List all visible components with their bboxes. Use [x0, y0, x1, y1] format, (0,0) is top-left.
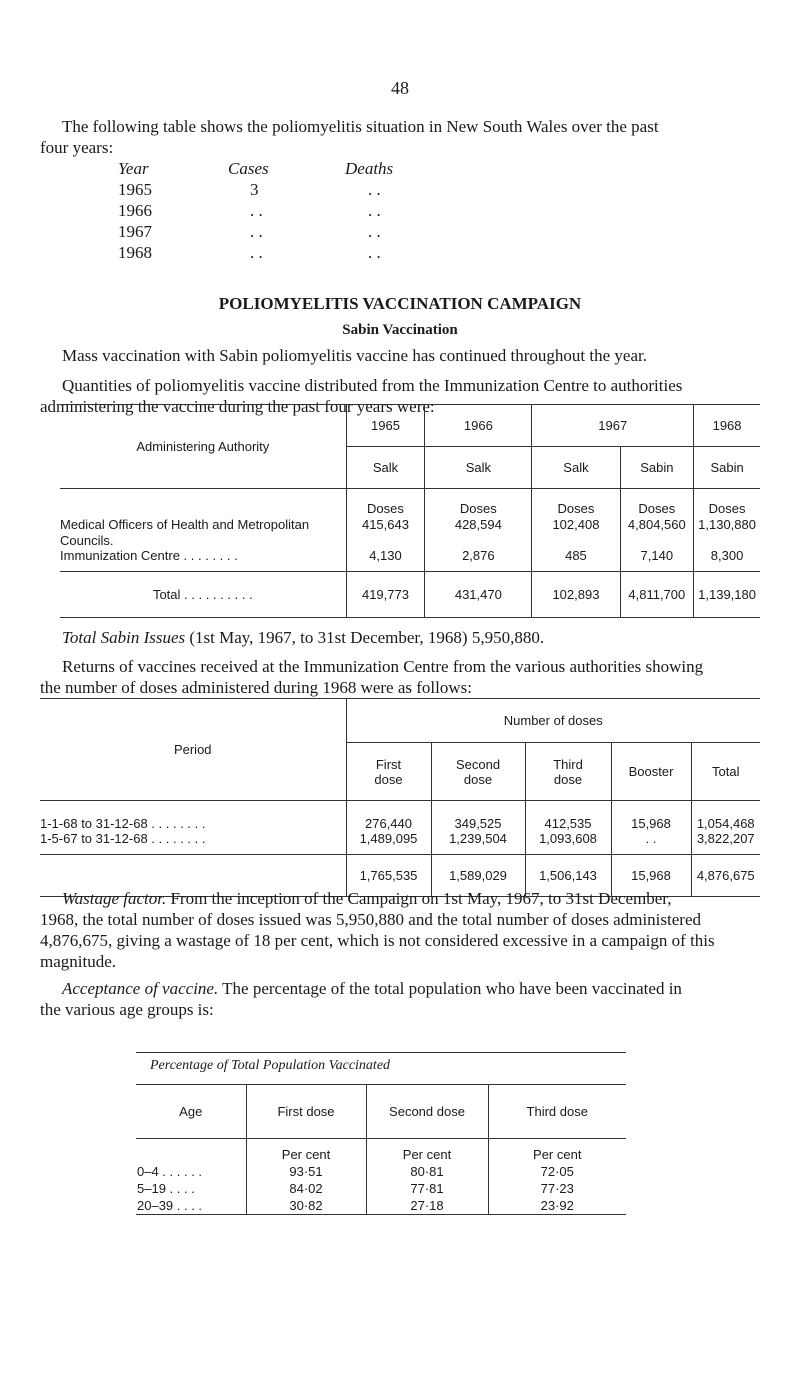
subsection-title: Sabin Vaccination	[342, 322, 458, 338]
intro-line-2: four years:	[40, 138, 114, 157]
vaccine-header: Salk	[532, 447, 620, 489]
vaccine-header: Sabin	[620, 447, 694, 489]
section-title: POLIOMYELITIS VACCINATION CAMPAIGN	[218, 294, 582, 313]
table-row	[60, 516, 760, 533]
dose-value: 415,643	[346, 516, 425, 533]
total-label: Total . . . . . . . . . .	[152, 587, 253, 602]
total-value: 1,589,029	[431, 855, 525, 897]
polio-row	[118, 200, 448, 221]
polio-cases: . .	[250, 222, 263, 241]
dose-value: 8,300	[694, 548, 760, 572]
table-row	[40, 801, 760, 831]
dose-value: 276,440	[346, 801, 431, 831]
polio-year: 1966	[118, 201, 152, 220]
polio-row	[118, 179, 448, 200]
wastage-text: From the inception of the Campaign on 1st May, 1967, to 31st December,	[170, 889, 672, 908]
wastage-line: 4,876,675, giving a wastage of 18 per cent, which is not considered excessive in a campaign of this	[40, 931, 715, 950]
returns-line-1: Returns of vaccines received at the Immunization Centre from the various authorities showing	[62, 657, 704, 676]
total-value: 1,506,143	[525, 855, 611, 897]
dose-column-header	[431, 743, 525, 801]
year-1966-header: 1966	[425, 405, 532, 447]
vaccine-header: Salk	[425, 447, 532, 489]
quantities-line-2: administering the vaccine during the past four years were:	[40, 397, 435, 416]
header-line: dose	[463, 771, 493, 787]
polio-deaths: . .	[368, 201, 381, 220]
doses-administered-table	[40, 698, 760, 897]
acceptance-table	[136, 1084, 626, 1215]
second-dose-header: Second dose	[366, 1085, 488, 1139]
dose-value: 349,525	[431, 801, 525, 831]
percent-value: 30·82	[246, 1197, 366, 1215]
wastage-paragraph	[40, 888, 770, 972]
age-group: 20–39 . . . .	[137, 1197, 203, 1213]
percent-value: 93·51	[246, 1163, 366, 1180]
year-header: Year	[118, 159, 149, 178]
authority-name: Medical Officers of Health and Metropolitan	[60, 517, 310, 532]
header-line: First	[375, 756, 402, 772]
total-value: 15,968	[611, 855, 691, 897]
page-number: 48	[391, 78, 409, 98]
polio-cases: . .	[250, 201, 263, 220]
header-line: dose	[374, 771, 403, 787]
acceptance-line: the various age groups is:	[40, 1000, 214, 1019]
total-value: 102,893	[532, 572, 620, 618]
wastage-line	[40, 888, 770, 909]
percent-value: 80·81	[366, 1163, 488, 1180]
period-cell: 1-5-67 to 31-12-68 . . . . . . . .	[40, 830, 206, 846]
wastage-line: 1968, the total number of doses issued was 5,950,880 and the total number of doses administered	[40, 910, 701, 929]
caption-rule	[136, 1052, 626, 1053]
period-cell: 1-1-68 to 31-12-68 . . . . . . . .	[40, 815, 206, 831]
table-row	[136, 1197, 626, 1215]
total-sabin-text: (1st May, 1967, to 31st December, 1968) 5,950,880.	[185, 628, 545, 647]
dose-value: 1,130,880	[694, 516, 760, 533]
header-line: dose	[553, 771, 583, 787]
dose-value: 7,140	[620, 548, 694, 572]
dose-value: 1,489,095	[346, 831, 431, 855]
dose-column-header: Total	[691, 743, 760, 801]
dose-value: . .	[611, 831, 691, 855]
total-sabin-label: Total Sabin Issues	[62, 628, 186, 647]
per-cent-unit: Per cent	[246, 1139, 366, 1163]
dose-value: 3,822,207	[691, 831, 760, 855]
percent-value: 77·23	[488, 1180, 626, 1197]
acceptance-text: The percentage of the total population who have been vaccinated in	[222, 979, 682, 998]
polio-cases-table	[118, 158, 448, 263]
acceptance-label: Acceptance of vaccine.	[62, 979, 219, 998]
total-value: 431,470	[425, 572, 532, 618]
vaccine-header: Sabin	[694, 447, 760, 489]
authority-name: Immunization Centre . . . . . . . .	[60, 548, 238, 563]
intro-line-1: The following table shows the poliomyelitis situation in New South Wales over the past	[62, 117, 659, 136]
total-value: 1,139,180	[694, 572, 760, 618]
period-header: Period	[173, 742, 212, 757]
dose-value: 412,535	[525, 801, 611, 831]
percent-value: 84·02	[246, 1180, 366, 1197]
per-cent-unit: Per cent	[366, 1139, 488, 1163]
total-value: 1,765,535	[346, 855, 431, 897]
polio-year: 1965	[118, 180, 152, 199]
wastage-label: Wastage factor.	[62, 889, 167, 908]
age-header: Age	[179, 1104, 203, 1119]
distribution-table	[60, 404, 760, 618]
year-1967-header: 1967	[532, 405, 694, 447]
dose-value: 428,594	[425, 516, 532, 533]
doses-unit: Doses	[425, 489, 532, 517]
polio-deaths: . .	[368, 222, 381, 241]
acceptance-line	[40, 978, 770, 999]
polio-deaths: . .	[368, 180, 381, 199]
dose-value: 485	[532, 548, 620, 572]
header-line: Third	[553, 756, 583, 772]
dose-column-header	[525, 743, 611, 801]
age-group: 5–19 . . . .	[137, 1180, 195, 1196]
polio-header-row	[118, 158, 448, 179]
dose-value: 1,239,504	[431, 831, 525, 855]
total-row	[60, 572, 760, 618]
percent-value: 27·18	[366, 1197, 488, 1215]
percent-value: 72·05	[488, 1163, 626, 1180]
returns-line-2: the number of doses administered during 1968 were as follows:	[40, 678, 472, 697]
first-dose-header: First dose	[246, 1085, 366, 1139]
table-row	[136, 1163, 626, 1180]
percent-value: 77·81	[366, 1180, 488, 1197]
year-1965-header: 1965	[346, 405, 425, 447]
table-row	[60, 548, 760, 572]
polio-cases: 3	[250, 180, 259, 199]
polio-year: 1968	[118, 243, 152, 262]
vaccine-header: Salk	[346, 447, 425, 489]
polio-row	[118, 221, 448, 242]
dose-column-header	[346, 743, 431, 801]
dose-value: 4,804,560	[620, 516, 694, 533]
per-cent-unit: Per cent	[488, 1139, 626, 1163]
age-group: 0–4 . . . . . .	[137, 1163, 203, 1179]
mass-vaccination-paragraph: Mass vaccination with Sabin poliomyelitis vaccine has continued throughout the year.	[62, 346, 647, 365]
dose-column-header: Booster	[611, 743, 691, 801]
administering-authority-header: Administering Authority	[136, 439, 270, 454]
cases-header: Cases	[228, 159, 269, 178]
dose-value: 1,054,468	[691, 801, 760, 831]
deaths-header: Deaths	[345, 159, 394, 178]
polio-cases: . .	[250, 243, 263, 262]
total-value: 419,773	[346, 572, 425, 618]
acceptance-paragraph	[40, 978, 770, 1020]
doses-unit: Doses	[620, 489, 694, 517]
authority-name-cont: Councils.	[60, 533, 114, 548]
dose-value: 1,093,608	[525, 831, 611, 855]
table-row	[136, 1180, 626, 1197]
quantities-line-1: Quantities of poliomyelitis vaccine distributed from the Immunization Centre to authorities	[62, 376, 683, 395]
year-1968-header: 1968	[694, 405, 760, 447]
doses-unit: Doses	[346, 489, 425, 517]
dose-value: 102,408	[532, 516, 620, 533]
header-line: Second	[455, 756, 501, 772]
dose-value: 4,130	[346, 548, 425, 572]
total-sabin-issues	[62, 627, 544, 648]
total-value: 4,811,700	[620, 572, 694, 618]
doses-unit: Doses	[694, 489, 760, 517]
dose-value: 2,876	[425, 548, 532, 572]
third-dose-header: Third dose	[488, 1085, 626, 1139]
number-of-doses-header: Number of doses	[346, 699, 760, 743]
doses-unit: Doses	[532, 489, 620, 517]
polio-year: 1967	[118, 222, 152, 241]
polio-deaths: . .	[368, 243, 381, 262]
percent-value: 23·92	[488, 1197, 626, 1215]
table-row	[40, 831, 760, 855]
acceptance-caption: Percentage of Total Population Vaccinated	[150, 1058, 391, 1073]
total-value: 4,876,675	[691, 855, 760, 897]
dose-value: 15,968	[611, 801, 691, 831]
polio-row	[118, 242, 448, 263]
wastage-line: magnitude.	[40, 952, 117, 971]
